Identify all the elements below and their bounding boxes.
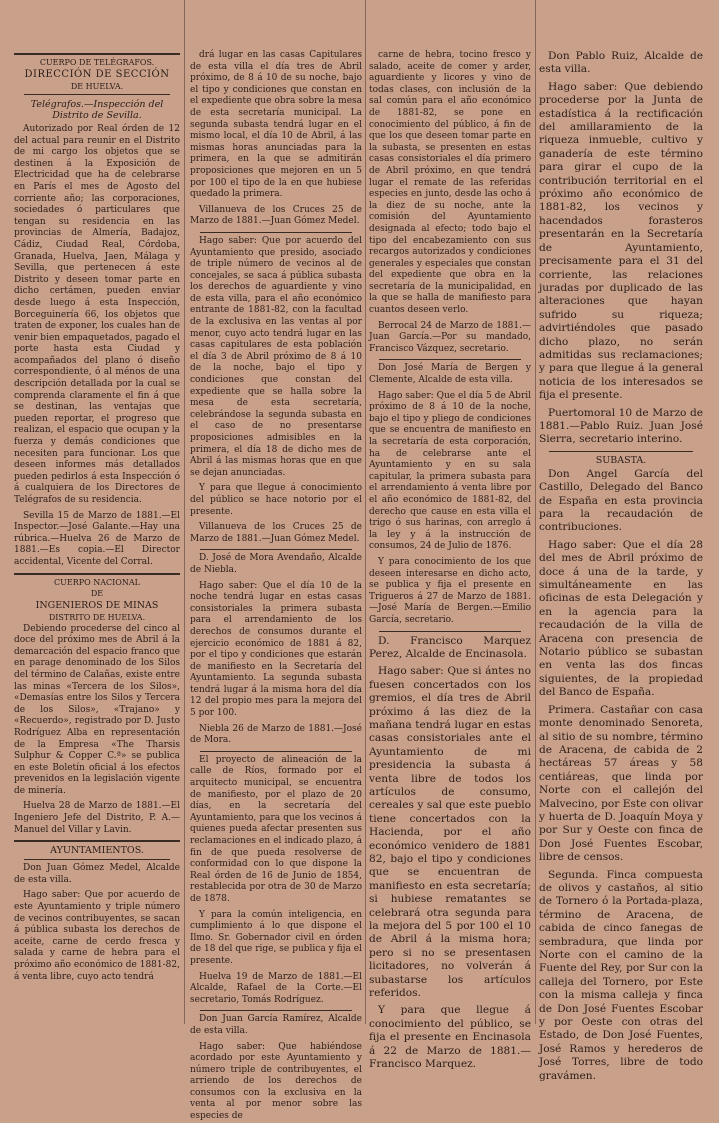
column-1 [14, 50, 180, 1018]
notice-signature: Huelva 19 de Marzo de 1881.—El Alcalde, Rafael de la Corte.—El secretario, Tomás Rodríguez. [190, 971, 362, 1005]
notice-paragraph: Hago saber: Que el día 10 de la noche tendrá lugar en estas casas consistoriales la primera subasta para el arrendamiento de los derechos de consumos durante el ejercicio económico de 1881 á 82, por el tipo y condiciones que estarán de manifiesto en la Secretaría del Ayuntamiento. La segunda subasta tendrá lugar á la misma hora del día 12 del propio mes para la mejora del 5 por 100. [190, 580, 362, 719]
notice-paragraph: Don Angel García del Castillo, Delegado del Banco de España en esta provincia para la recaudación de contribuciones. [539, 467, 703, 534]
section-heading: AYUNTAMIENTOS. [50, 845, 144, 857]
notice-paragraph: carne de hebra, tocino fresco y salado, aceite de comer y arder, aguardiente y licores y vino de todas clases, con inclusión de la sal común para el año económico de 1881-82, se pone en conocimiento del público, á fin de que los que deseen tomar parte en la subasta, se presenten en estas casas consistoriales el día primero de Abril próximo, en que tendrá lugar el remate de las referidas especies en junto, desde las ocho á la diez de su noche, ante la comisión del Ayuntamiento designada al efecto; todo bajo el tipo del encabezamiento con sus recargos autorizados y condiciones generales y especiales que constan del expediente que obra en la secretaría de la municipalidad, en la que se halla de manifiesto para cuantos deseen verlo. [369, 50, 531, 316]
notice-paragraph: Hago saber: Que por acuerdo del Ayuntamiento que presido, asociado de triple número de vecinos al de concejales, se saca á pública subasta los derechos de aguardiente y vino de esta villa, para el año económico entrante de 1881-82, con la facultad de la exclusiva en las ventas al por menor, cuyo acto tendrá lugar en las casas capitulares de esta población el día 3 de Abril próximo de 8 á 10 de la noche, bajo el tipo y condiciones que constan del expediente que se halla sobre la mesa de esta secretaría, celebrándose la segunda subasta en el caso de no presentarse proposiciones admisibles en la primera, el día 18 de dicho mes de Abril á las mismas horas que en que se dejan anunciadas. [190, 235, 362, 478]
notice-signature: Puertomoral 10 de Marzo de 1881.—Pablo Ruiz. Juan José Sierra, secretario interino. [539, 406, 703, 446]
notice-signature: Villanueva de los Cruces 25 de Marzo de 1881.—Juan Gómez Medel. [190, 522, 362, 544]
notice-paragraph: Y para la común inteligencia, en cumplimiento á lo que dispone el Ilmo. Sr. Gobernador civil en órden de 18 del que rige, se publica y fija el presente. [190, 909, 362, 966]
divider [14, 53, 180, 55]
notice-signature: Huelva 28 de Marzo de 1881.—El Ingeniero Jefe del Distrito, P. A.—Manuel del Villar y Lavin. [14, 801, 180, 835]
divider [549, 451, 693, 452]
divider [379, 631, 521, 632]
notice-paragraph: Don Juan Gómez Medel, Alcalde de esta villa. [14, 863, 180, 885]
notice-paragraph: Debiendo procederse del cinco al doce del próximo mes de Abril á la demarcación del espacio franco que en parage denominado de los Silos del término de Calañas, existe entre las minas «Tercera de los Silos», «Demasías entre los Silos y Tercera de los Silos», «Trajano» y «Recuerdo», registrado por D. Justo Rodríguez Alba en representación de la Empresa «The Tharsis Sulphur & Copper C.ª» se publica en este Boletín oficial á los efectos prevenidos en la legislación vigente de minería. [14, 623, 180, 796]
notice-paragraph: Don José María de Bergen y Clemente, Alcalde de esta villa. [369, 363, 531, 386]
divider [14, 573, 180, 575]
column-3 [369, 50, 531, 1071]
column-rule [365, 0, 366, 1024]
column-4 [539, 50, 703, 1082]
column-rule [535, 0, 536, 1024]
notice-paragraph: Hago saber: Que si ántes no fuesen concertados con los gremios, el día tres de Abril próximo á las diez de la mañana tendrá lugar en estas casas consistoriales ante el Ayuntamiento de mi presidencia la subasta á venta libre de todos los artículos de consumo, cereales y sal que este pueblo tiene concertados con la Hacienda, por el año económico venidero de 1881 82, bajo el tipo y condiciones que se encuentran de manifiesto en esta secretaría; si hubiese rematantes se celebrará otra segunda para la mejora del 5 por 100 el 10 de Abril á la misma hora; pero si no se presentasen licitadores, no volverán á subastarse los artículos referidos. [369, 665, 531, 1000]
divider [24, 94, 170, 95]
section-heading: DIRECCIÓN DE SECCIÓN [24, 69, 170, 80]
divider [14, 840, 180, 842]
notice-signature: Villanueva de los Cruces 25 de Marzo de 1881.—Juan Gómez Medel. [190, 204, 362, 227]
divider [24, 859, 170, 860]
section-heading: INGENIEROS DE MINAS [35, 599, 159, 611]
section-heading: CUERPO DE TELÉGRAFOS. [39, 58, 155, 67]
divider [379, 359, 521, 360]
divider [200, 232, 352, 233]
section-subheading: DISTRITO DE HUELVA. [48, 612, 146, 622]
notice-paragraph: Segunda. Finca compuesta de olivos y castaños, al sitio de Tornero ó la Portada-plaza, término de Aracena, de cabida de cinco fanegas de sembradura, que linda por Norte con el camino de la Fuente del Rey, por Sur con la calleja del Tornero, por Este con la misma calleja y finca de Don José Fuentes Escobar y por Oeste con otras del Estado, de Don José Fuentes, José Ramos y herederos de José Torres, libre de todo gravámen. [539, 868, 703, 1082]
section-heading: SUBASTA. [595, 454, 647, 466]
notice-signature: Niebla 26 de Marzo de 1881.—José de Mora. [190, 723, 362, 746]
section-heading: DE [90, 588, 104, 598]
notice-paragraph: Primera. Castañar con casa monte denominado Senoreta, al sitio de su nombre, término de Aracena, de cabida de 2 hectáreas 57 áreas y 58 centiáreas, que linda por Norte con el callejón del Malvecino, por Este con olivar y huerta de D. Joaquín Moya y por Sur y Oeste con finca de Don José Fuentes Escobar, libre de censos. [539, 703, 703, 864]
notice-paragraph: El proyecto de alineación de la calle de Ríos, formado por el arquitecto municipal, se encuentra de manifiesto, por el plazo de 20 días, en la secretaría del Ayuntamiento, para que los vecinos á quienes pueda afectar presenten sus reclamaciones en el indicado plazo, á fin de que pueda resolverse de conformidad con lo que dispone la Real órden de 16 de Junio de 1854, restablecida por otra de 30 de Marzo de 1878. [190, 754, 362, 904]
notice-paragraph: Autorizado por Real órden de 12 del actual para reunir en el Distrito de mi cargo los objetos que se destinen á la Exposición de Electricidad que ha de celebrarse en París el mes de Agosto del corriente año; las corporaciones, sociedades ó particulares que tengan su residencia en las provincias de Almería, Badajoz, Cádiz, Ciudad Real, Córdoba, Granada, Huelva, Jaen, Málaga y Sevilla, que pertenecen á este Distrito y deseen tomar parte en dicho certámen, pueden enviar desde luego á esta Inspección, Borceguinería 66, los objetos que traten de exponer, los cuales han de venir bien empaquetados, pagado el porte hasta esta Ciudad y acompañados del plano ó diseño correspondiente, ó al ménos de una descripción detallada por la cual se comprenda claramente el fin á que se destinan, las ventajas que pueden reportar, el progreso que realizan, el espacio que ocupan y la fuerza y demás condiciones que necesiten para funcionar. Los que deseen informes más detallados pueden pedirlos á esta Inspección ó á cualquiera de los Directores de Telégrafos de su residencia. [14, 124, 180, 505]
notice-paragraph: Hago saber: Que el día 5 de Abril próximo de 8 á 10 de la noche, bajo el tipo y pliego de condiciones que se encuentra de manifiesto en la secretaría de esta corporación, ha de celebrarse ante el Ayuntamiento y en su sala capitular, la primera subasta para el arrendamiento á venta libre por el año económico de 1881-82, del derecho que cause en esta villa el trigo ó sus harinas, con arreglo á la ley y á la instrucción de consumos, 24 de Julio de 1876. [369, 390, 531, 552]
notice-title: Telégrafos.—Inspección del Distrito de Sevilla. [30, 99, 164, 121]
notice-paragraph: Y para que llegue á conocimiento del público se hace notorio por el presente. [190, 483, 362, 517]
notice-paragraph: D. Francisco Marquez Perez, Alcalde de Encinasola. [369, 634, 531, 660]
column-2 [190, 50, 362, 1122]
notice-paragraph: Y para que llegue á conocimiento del público, se fija el presente en Encinasola á 22 de Marzo de 1881.—Francisco Marquez. [369, 1004, 531, 1071]
notice-paragraph: Hago saber: Que habiéndose acordado por este Ayuntamiento y número triple de contribuyentes, el arriendo de los derechos de consumos con la exclusiva en la venta al por menor sobre las especies de [190, 1041, 362, 1122]
notice-signature: Sevilla 15 de Marzo de 1881.—El Inspector.—José Galante.—Hay una rúbrica.—Huelva 26 de Marzo de 1881.—Es copia.—El Director accidental, Vicente del Corral. [14, 510, 180, 567]
divider [200, 751, 352, 752]
notice-paragraph: Don Juan García Ramírez, Alcalde de esta villa. [190, 1014, 362, 1036]
notice-paragraph: Don Pablo Ruiz, Alcalde de esta villa. [539, 50, 703, 76]
notice-paragraph: Y para conocimiento de los que deseen interesarse en dicho acto, se publica y fija el presente en Trigueros á 27 de Marzo de 1881.—José María de Bergen.—Emilio García, secretario. [369, 556, 531, 625]
divider [200, 1010, 352, 1011]
large-type-notice [369, 635, 531, 1072]
notice-paragraph: Hago saber: Que el día 28 del mes de Abril próximo de doce á una de la tarde, y simultáneamente en las oficinas de esta Delegación y en la agencia para la recaudación de la villa de Aracena con presencia de Notario público se subastan en venta las dos fincas siguientes, de la propiedad del Banco de España. [539, 538, 703, 699]
notice-paragraph: D. José de Mora Avendaño, Alcalde de Niebla. [190, 553, 362, 575]
notice-paragraph: Hago saber: Que por acuerdo de este Ayuntamiento y triple número de vecinos contribuyentes, se sacan á pública subasta los derechos de aceite, carne de cerdo fresca y salada y carne de hebra para el próximo año económico de 1881-82, á venta libre, cuyo acto tendrá [14, 890, 180, 982]
section-subheading: DE HUELVA. [70, 82, 124, 91]
section-heading: CUERPO NACIONAL [54, 577, 140, 587]
column-rule [184, 0, 185, 1024]
notice-paragraph: drá lugar en las casas Capitulares de esta villa el día tres de Abril próximo, de 8 á 10 de su noche, bajo el tipo y condiciones que constan en el expediente que obra sobre la mesa de esta secretaría municipal. La segunda subasta tendrá lugar en el mismo local, el día 10 de Abril, á las mismas horas anunciadas para la primera, en la que se admitirán proposiciones que mejoren en un 5 por 100 el tipo de la en que hubiese quedado la primera. [190, 50, 362, 200]
notice-signature: Berrocal 24 de Marzo de 1881.—Juan García.—Por su mandado, Francisco Vázquez, secretario. [369, 320, 531, 354]
notice-paragraph: Hago saber: Que debiendo procederse por la Junta de estadística á la rectificación del amillaramiento de la riqueza inmueble, cultivo y ganadería de este término para girar el cupo de la contribución territorial en el próximo año económico de 1881-82, los vecinos y hacendados forasteros presentarán en la Secretaría de Ayuntamiento, precisamente para el 31 del corriente, las relaciones juradas por duplicado de las alteraciones que hayan sufrido su riqueza; advirtiéndoles que pasado dicho plazo, no serán admitidas sus reclamaciones; y para que llegue á la general noticia de los interesados se fija el presente. [539, 80, 703, 402]
divider [200, 549, 352, 550]
